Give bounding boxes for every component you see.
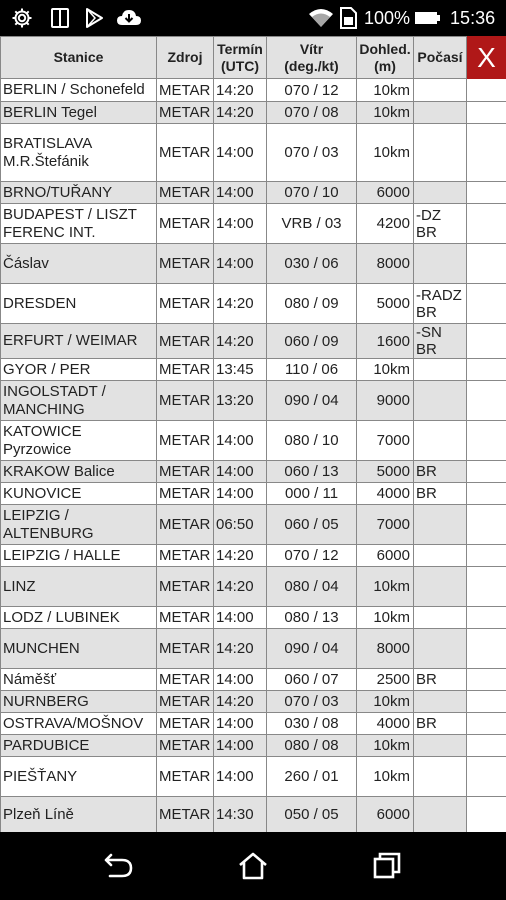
row-weather [414, 79, 467, 102]
row-time: 13:45 [214, 359, 267, 381]
row-time: 14:00 [214, 461, 267, 483]
play-store-icon [82, 6, 106, 30]
row-station: Plzeň Líně [1, 797, 157, 833]
row-wind: 060 / 13 [267, 461, 357, 483]
status-right [308, 0, 506, 36]
sim-card-icon [338, 7, 358, 29]
row-station: DRESDEN [1, 284, 157, 324]
table-row[interactable] [1, 102, 506, 124]
row-spacer [467, 545, 506, 567]
row-visibility: 10km [357, 102, 414, 124]
battery-icon [414, 10, 442, 26]
row-spacer [467, 757, 506, 797]
row-wind: 080 / 09 [267, 284, 357, 324]
row-weather [414, 359, 467, 381]
row-time: 14:00 [214, 735, 267, 757]
row-visibility: 9000 [357, 381, 414, 421]
row-visibility: 4000 [357, 713, 414, 735]
row-visibility: 5000 [357, 461, 414, 483]
row-station: PARDUBICE [1, 735, 157, 757]
row-time: 14:00 [214, 421, 267, 461]
row-time: 14:20 [214, 102, 267, 124]
row-station: GYOR / PER [1, 359, 157, 381]
row-spacer [467, 381, 506, 421]
row-source: METAR [157, 461, 214, 483]
row-spacer [467, 669, 506, 691]
header-weather[interactable]: Počasí [414, 37, 467, 79]
row-spacer [467, 713, 506, 735]
row-source: METAR [157, 713, 214, 735]
row-station: BRNO/TUŘANY [1, 182, 157, 204]
row-wind: 070 / 08 [267, 102, 357, 124]
row-weather [414, 505, 467, 545]
row-visibility: 6000 [357, 797, 414, 833]
row-time: 14:00 [214, 124, 267, 182]
row-spacer [467, 567, 506, 607]
row-wind: 070 / 03 [267, 124, 357, 182]
row-weather: -SN BR [414, 324, 467, 359]
row-visibility: 8000 [357, 629, 414, 669]
row-source: METAR [157, 757, 214, 797]
row-source: METAR [157, 204, 214, 244]
row-wind: 060 / 07 [267, 669, 357, 691]
row-spacer [467, 691, 506, 713]
row-weather [414, 757, 467, 797]
row-time: 14:20 [214, 567, 267, 607]
row-wind: 070 / 10 [267, 182, 357, 204]
row-spacer [467, 359, 506, 381]
row-source: METAR [157, 124, 214, 182]
header-source[interactable]: Zdroj [157, 37, 214, 79]
metar-table-view[interactable] [0, 36, 506, 832]
row-visibility: 10km [357, 691, 414, 713]
table-row[interactable] [1, 324, 506, 359]
row-weather [414, 182, 467, 204]
table-row[interactable] [1, 797, 506, 833]
table-row[interactable] [1, 381, 506, 421]
row-station: MUNCHEN [1, 629, 157, 669]
row-weather [414, 124, 467, 182]
row-wind: 080 / 08 [267, 735, 357, 757]
row-spacer [467, 797, 506, 833]
row-weather: BR [414, 669, 467, 691]
row-source: METAR [157, 505, 214, 545]
row-visibility: 10km [357, 607, 414, 629]
row-time: 14:00 [214, 182, 267, 204]
row-source: METAR [157, 545, 214, 567]
row-visibility: 5000 [357, 284, 414, 324]
table-row[interactable] [1, 669, 506, 691]
row-weather [414, 421, 467, 461]
row-visibility: 8000 [357, 244, 414, 284]
table-row[interactable] [1, 79, 506, 102]
row-station: NURNBERG [1, 691, 157, 713]
book-icon [48, 6, 72, 30]
wifi-icon [308, 7, 334, 29]
row-visibility: 6000 [357, 545, 414, 567]
row-weather [414, 797, 467, 833]
row-spacer [467, 79, 506, 102]
row-time: 14:20 [214, 324, 267, 359]
row-weather: BR [414, 713, 467, 735]
row-weather [414, 567, 467, 607]
row-spacer [467, 483, 506, 505]
cloud-download-icon [115, 6, 143, 30]
row-wind: 260 / 01 [267, 757, 357, 797]
row-visibility: 4200 [357, 204, 414, 244]
row-wind: 080 / 10 [267, 421, 357, 461]
row-weather: -DZ BR [414, 204, 467, 244]
row-station: Náměšť [1, 669, 157, 691]
row-station: LINZ [1, 567, 157, 607]
row-weather [414, 607, 467, 629]
row-wind: 090 / 04 [267, 629, 357, 669]
row-source: METAR [157, 567, 214, 607]
row-wind: 090 / 04 [267, 381, 357, 421]
row-visibility: 10km [357, 567, 414, 607]
row-wind: 050 / 05 [267, 797, 357, 833]
row-time: 14:00 [214, 757, 267, 797]
row-station: KUNOVICE [1, 483, 157, 505]
row-wind: 070 / 12 [267, 79, 357, 102]
table-row[interactable] [1, 545, 506, 567]
table-row[interactable] [1, 505, 506, 545]
row-time: 14:20 [214, 691, 267, 713]
header-wind[interactable]: Vítr (deg./kt) [267, 37, 357, 79]
row-weather [414, 691, 467, 713]
row-spacer [467, 244, 506, 284]
row-wind: 060 / 09 [267, 324, 357, 359]
close-button[interactable]: X [467, 37, 506, 79]
row-time: 14:00 [214, 244, 267, 284]
row-spacer [467, 629, 506, 669]
row-time: 13:20 [214, 381, 267, 421]
table-row[interactable] [1, 691, 506, 713]
row-spacer [467, 324, 506, 359]
row-time: 14:20 [214, 284, 267, 324]
table-row[interactable] [1, 124, 506, 182]
row-visibility: 1600 [357, 324, 414, 359]
row-time: 14:00 [214, 607, 267, 629]
row-time: 14:00 [214, 713, 267, 735]
row-station: INGOLSTADT / MANCHING [1, 381, 157, 421]
row-source: METAR [157, 182, 214, 204]
table-row[interactable] [1, 359, 506, 381]
row-spacer [467, 204, 506, 244]
table-row[interactable] [1, 483, 506, 505]
row-time: 14:30 [214, 797, 267, 833]
table-row[interactable] [1, 421, 506, 461]
row-time: 14:00 [214, 483, 267, 505]
table-row[interactable] [1, 461, 506, 483]
row-time: 14:00 [214, 669, 267, 691]
table-row[interactable] [1, 244, 506, 284]
row-source: METAR [157, 735, 214, 757]
row-spacer [467, 284, 506, 324]
table-row[interactable] [1, 182, 506, 204]
settings-gear-icon [10, 6, 34, 30]
row-station: BUDAPEST / LISZT FERENC INT. [1, 204, 157, 244]
row-weather [414, 102, 467, 124]
row-source: METAR [157, 244, 214, 284]
row-wind: 070 / 12 [267, 545, 357, 567]
table-row[interactable] [1, 629, 506, 669]
row-time: 14:20 [214, 79, 267, 102]
row-source: METAR [157, 79, 214, 102]
row-wind: 060 / 05 [267, 505, 357, 545]
row-visibility: 10km [357, 124, 414, 182]
row-wind: 070 / 03 [267, 691, 357, 713]
row-wind: 080 / 13 [267, 607, 357, 629]
row-weather [414, 545, 467, 567]
row-source: METAR [157, 691, 214, 713]
row-wind: VRB / 03 [267, 204, 357, 244]
row-station: PIEŠŤANY [1, 757, 157, 797]
row-spacer [467, 505, 506, 545]
row-time: 14:20 [214, 629, 267, 669]
row-station: Čáslav [1, 244, 157, 284]
row-source: METAR [157, 284, 214, 324]
home-icon[interactable] [236, 850, 270, 882]
row-source: METAR [157, 669, 214, 691]
clock-time: 15:36 [450, 7, 496, 28]
row-spacer [467, 182, 506, 204]
row-time: 14:20 [214, 545, 267, 567]
recents-icon[interactable] [370, 850, 404, 882]
row-weather [414, 629, 467, 669]
row-wind: 080 / 04 [267, 567, 357, 607]
row-visibility: 4000 [357, 483, 414, 505]
row-wind: 030 / 06 [267, 244, 357, 284]
table-header [1, 37, 506, 79]
row-visibility: 10km [357, 757, 414, 797]
row-station: BERLIN / Schonefeld [1, 79, 157, 102]
row-station: BERLIN Tegel [1, 102, 157, 124]
status-bar [0, 0, 506, 36]
row-source: METAR [157, 102, 214, 124]
row-time: 14:00 [214, 204, 267, 244]
row-visibility: 10km [357, 735, 414, 757]
row-source: METAR [157, 381, 214, 421]
row-wind: 000 / 11 [267, 483, 357, 505]
table-row[interactable] [1, 567, 506, 607]
row-source: METAR [157, 797, 214, 833]
row-spacer [467, 124, 506, 182]
row-station: LODZ / LUBINEK [1, 607, 157, 629]
row-source: METAR [157, 607, 214, 629]
weather-table [0, 36, 506, 832]
row-visibility: 2500 [357, 669, 414, 691]
row-time: 06:50 [214, 505, 267, 545]
row-wind: 030 / 08 [267, 713, 357, 735]
row-station: KATOWICE Pyrzowice [1, 421, 157, 461]
row-wind: 110 / 06 [267, 359, 357, 381]
row-visibility: 6000 [357, 182, 414, 204]
row-spacer [467, 735, 506, 757]
row-weather [414, 381, 467, 421]
row-spacer [467, 421, 506, 461]
row-weather [414, 244, 467, 284]
row-visibility: 7000 [357, 505, 414, 545]
row-visibility: 10km [357, 79, 414, 102]
row-visibility: 10km [357, 359, 414, 381]
table-row[interactable] [1, 607, 506, 629]
row-station: OSTRAVA/MOŠNOV [1, 713, 157, 735]
row-source: METAR [157, 629, 214, 669]
row-source: METAR [157, 483, 214, 505]
row-spacer [467, 102, 506, 124]
row-source: METAR [157, 324, 214, 359]
row-station: KRAKOW Balice [1, 461, 157, 483]
battery-percent: 100% [364, 7, 411, 28]
row-spacer [467, 607, 506, 629]
table-row[interactable] [1, 757, 506, 797]
header-time[interactable]: Termín (UTC) [214, 37, 267, 79]
row-source: METAR [157, 359, 214, 381]
row-station: LEIPZIG / ALTENBURG [1, 505, 157, 545]
navigation-bar [0, 832, 506, 900]
header-visibility[interactable]: Dohled. (m) [357, 37, 414, 79]
table-row[interactable] [1, 735, 506, 757]
row-weather: BR [414, 461, 467, 483]
row-weather: BR [414, 483, 467, 505]
row-weather [414, 735, 467, 757]
row-spacer [467, 461, 506, 483]
row-source: METAR [157, 421, 214, 461]
header-station[interactable]: Stanice [1, 37, 157, 79]
row-visibility: 7000 [357, 421, 414, 461]
table-row[interactable] [1, 204, 506, 244]
row-station: LEIPZIG / HALLE [1, 545, 157, 567]
table-row[interactable] [1, 713, 506, 735]
back-icon[interactable] [102, 850, 136, 882]
table-row[interactable] [1, 284, 506, 324]
row-weather: -RADZ BR [414, 284, 467, 324]
row-station: ERFURT / WEIMAR [1, 324, 157, 359]
row-station: BRATISLAVA M.R.Štefánik [1, 124, 157, 182]
